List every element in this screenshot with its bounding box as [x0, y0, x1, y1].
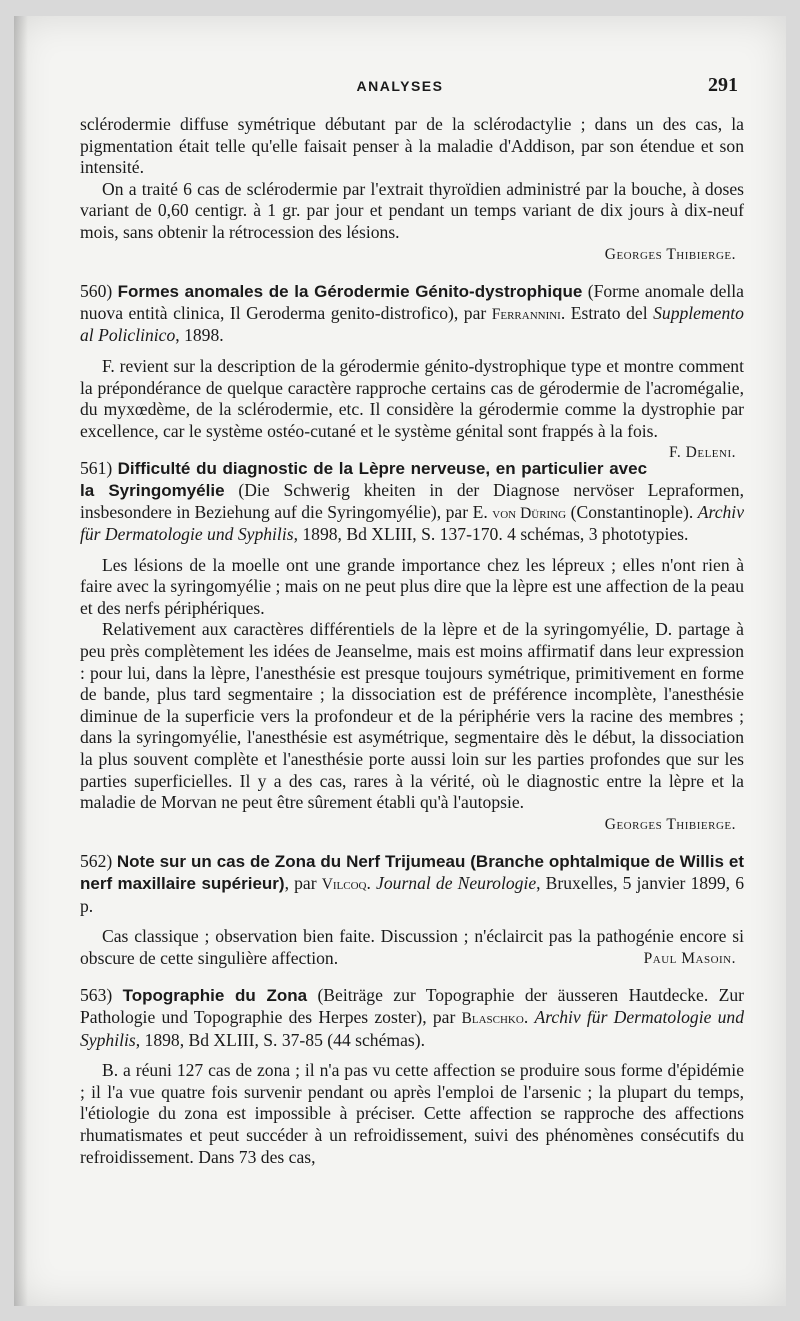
entry-number: 560): [80, 281, 113, 302]
entry-number: 563): [80, 985, 113, 1006]
entry-562: [80, 851, 744, 969]
running-head: ANALYSES: [356, 78, 444, 94]
entry-560: [80, 281, 744, 462]
continuation-paragraph: sclérodermie diffuse symétrique débutant par de la sclérodactylie ; dans un des cas, la pigmentation était telle qu'elle faisait penser à la maladie d'Addison, par son étendue et son intensité.: [80, 114, 744, 178]
entry-reference: .: [366, 873, 377, 893]
entry-reference: , 1898, Bd XLIII, S. 137-170. 4 schémas, 3 phototypies.: [293, 524, 689, 545]
entry-number: 562): [80, 851, 113, 872]
entry-title: Note sur un cas de Zona du Nerf Trijumeau (Branche ophtalmique de Willis et nerf maxillaire supérieur): [80, 852, 744, 893]
entry-reference: , 1898.: [175, 325, 224, 346]
entry-reference: , Bruxelles, 5 janvier 1899, 6 p.: [80, 873, 744, 916]
page-content: [80, 114, 744, 1168]
entry-reference: , par: [284, 873, 322, 893]
entry-heading: [80, 851, 744, 917]
entry-reference: (Constantinople).: [566, 501, 698, 522]
scan-shadow-left: [14, 16, 28, 1306]
entry-title: Difficulté du diagnostic de la Lèpre nerveuse, en particulier avec la Syringomyélie: [80, 459, 648, 500]
signature: Paul Masoin.: [643, 949, 736, 967]
entry-title: Formes anomales de la Gérodermie Génito-dystrophique: [117, 282, 583, 302]
entry-body: Les lésions de la moelle ont une grande importance chez les lépreux ; elles n'ont rien à faire avec la syringomyélie ; mais on ne peut plus dire que la lèpre est une affection de la peau et des nerfs périphériques.: [80, 554, 744, 618]
entry-author: Blaschko: [461, 1009, 524, 1027]
entry-reference: (Beiträge zur Topographie der äusseren Hautdecke. Zur Pathologie und Topographie des Herpes zoster), par: [80, 985, 744, 1027]
signature: F. Deleni.: [669, 444, 736, 462]
entry-journal: Journal de Neurologie: [376, 873, 537, 893]
continuation-paragraph-2: On a traité 6 cas de sclérodermie par l'extrait thyroïdien administré par la bouche, à doses variant de 0,60 centigr. à 1 gr. par jour et pendant un temps variant de dix jours à dix-neuf mois, sans obtenir la rétrocession des lésions.: [80, 178, 744, 242]
entry-reference: (Forme anomale della nuova entità clinica, Il Geroderma genito-distrofico), par: [80, 281, 744, 323]
signature: Georges Thibierge.: [604, 815, 736, 833]
entry-journal: Supplemento al Policlinico: [80, 302, 744, 346]
entry-reference: (Die Schwerig kheiten in der Diagnose nervöser Lepraformen, insbesondere in Beziehung auf die Syringomyélie), par E.: [80, 479, 744, 522]
page-header: [14, 74, 786, 104]
entry-heading: [80, 281, 744, 347]
entry-journal: Archiv für Dermatologie und Syphilis: [80, 1006, 745, 1050]
entry-body: Cas classique ; observation bien faite. Discussion ; n'éclaircit pas la pathogénie encore si obscure de cette singulière affection. Paul Masoin.: [80, 926, 744, 968]
entry-body: B. a réuni 127 cas de zona ; il n'a pas vu cette affection se produire sous forme d'épidémie ; il l'a vue quatre fois survenir pendant ou après l'emploi de l'arsenic ; la plupart du temps, l'étiologie du zona est impossible à préciser. Cette affection se rapproche des affections rhumatismates et peut succéder à un refroidissement, suivi des phénomènes consécutifs du refroidissement. Dans 73 des cas,: [80, 1060, 744, 1167]
entry-number: 561): [80, 458, 113, 479]
signature: Georges Thibierge.: [604, 245, 736, 263]
entry-561: [80, 458, 744, 835]
entry-563: [80, 985, 744, 1168]
entry-heading: [80, 458, 744, 545]
entry-journal: Archiv für Dermatologie und Syphilis: [80, 501, 745, 545]
entry-reference: .: [523, 1006, 535, 1027]
entry-body-2: Relativement aux caractères différentiels de la lèpre et de la syringomyélie, D. partage à peu près complètement les idées de Jeanselme, mais est moins affirmatif dans leur expression : pour lui, dans la lèpre, l'anesthésie est presque toujours symétrique, primitivement en forme de bande, plus tard segmentaire ; la dissociation est de préférence incomplète, l'anesthésie diminue de la superficie vers la profondeur et de la périphérie vers la racine des membres ; dans la syringomyélie, l'anesthésie est asymétrique, segmentaire dès le début, la dissociation la plus souvent complète et l'anesthésie porte aussi loin sur les parties profondes que sur les parties superficielles. Il y a des cas, rares à la vérité, où le diagnostic entre la lèpre et la maladie de Morvan ne peut être sûrement établi qu'à l'autopsie.: [80, 619, 744, 813]
page-number: 291: [708, 74, 738, 96]
entry-author: Ferrannini: [491, 305, 561, 323]
entry-heading: [80, 985, 744, 1051]
entry-reference: , 1898, Bd XLIII, S. 37-85 (44 schémas).: [135, 1029, 425, 1050]
entry-author: von Düring: [492, 504, 567, 522]
entry-author: Vilcoq: [321, 876, 367, 893]
entry-title: Topographie du Zona: [122, 986, 308, 1006]
book-page: [14, 16, 786, 1306]
entry-body: F. revient sur la description de la gérodermie génito-dystrophique type et montre comment la prépondérance de quelque caractère rapproche certains cas de gérodermie de l'acromégalie, du myxœdème, de la sclérodermie, etc. Il considère la gérodermie comme la dystrophie par excellence, car le système ostéo-cutané et le système génital sont frappés à la fois. F. Deleni.: [80, 356, 744, 442]
entry-reference: . Estrato del: [560, 302, 654, 323]
